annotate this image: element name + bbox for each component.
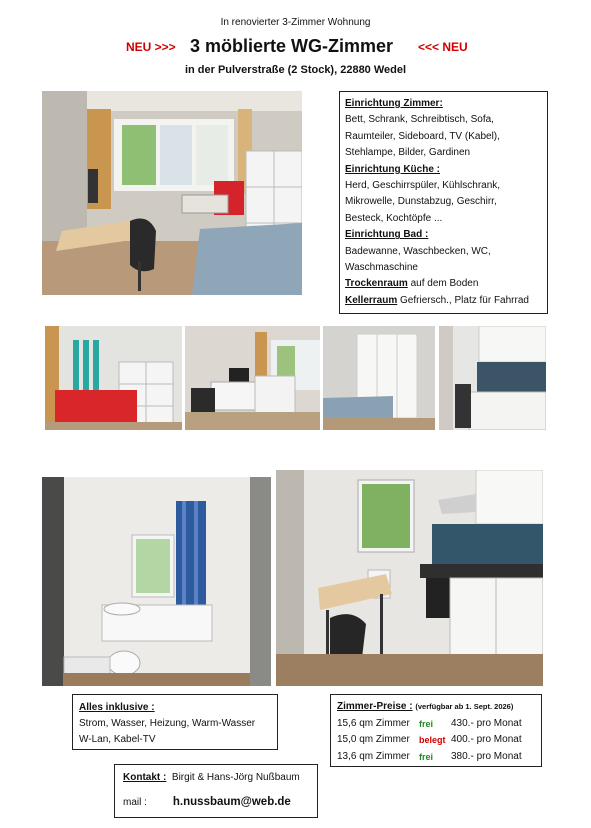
room-size: 15,0 qm Zimmer	[337, 734, 410, 745]
availability-note: (verfügbar ab 1. Sept. 2026)	[415, 702, 514, 711]
kontakt-box	[114, 764, 318, 818]
email-link[interactable]: h.nussbaum@web.de	[172, 796, 291, 808]
bad-heading: Einrichtung Bad :	[345, 229, 429, 241]
kueche-line: Herd, Geschirrspüler, Kühlschrank,	[345, 180, 501, 192]
kueche-line: Mikrowelle, Dunstabzug, Geschirr,	[345, 196, 497, 208]
trockenraum-text: auf dem Boden	[407, 278, 479, 290]
room-photo	[42, 91, 302, 295]
kellerraum-heading: Kellerraum	[345, 294, 398, 306]
room-price: 380.- pro Monat	[451, 750, 522, 762]
neu-left: NEU >>>	[126, 40, 176, 54]
wardrobe-photo	[323, 326, 435, 430]
features-box	[339, 91, 548, 314]
desk-photo	[185, 326, 320, 430]
room-status: frei	[419, 718, 434, 729]
kueche-line: Besteck, Kochtöpfe ...	[345, 212, 443, 224]
zimmer-line: Bett, Schrank, Schreibtisch, Sofa,	[345, 114, 494, 126]
page-title: 3 möblierte WG-Zimmer	[190, 36, 394, 56]
inklusive-line: W-Lan, Kabel-TV	[79, 734, 156, 745]
zimmer-heading: Einrichtung Zimmer:	[345, 98, 443, 109]
price-row	[337, 716, 535, 733]
kellerraum-line	[345, 293, 542, 309]
room-status: frei	[419, 751, 434, 762]
room-size: 15,6 qm Zimmer	[337, 717, 410, 729]
intro-text: In renovierter 3-Zimmer Wohnung	[220, 17, 371, 28]
kueche-heading: Einrichtung Küche :	[345, 163, 440, 175]
kitchen-photo-small	[439, 326, 546, 430]
bad-line: Waschmaschine	[345, 262, 418, 274]
inklusive-line: Strom, Wasser, Heizung, Warm-Wasser	[79, 718, 256, 729]
price-row	[337, 749, 535, 766]
trockenraum-heading: Trockenraum	[345, 278, 408, 290]
mail-label: mail :	[123, 797, 147, 808]
bathroom-photo	[42, 477, 271, 686]
trockenraum-line	[345, 276, 542, 292]
kitchen-photo	[276, 470, 543, 686]
kontakt-line	[123, 770, 309, 786]
room-status: belegt	[419, 735, 446, 745]
preise-box	[330, 694, 542, 767]
zimmer-line: Stehlampe, Bilder, Gardinen	[345, 147, 471, 159]
room-price: 430.- pro Monat	[451, 717, 522, 729]
zimmer-line: Raumteiler, Sideboard, TV (Kabel),	[345, 130, 500, 142]
address: in der Pulverstraße (2 Stock), 22880 Wedel	[184, 64, 407, 76]
room-price: 400.- pro Monat	[451, 734, 522, 745]
price-row	[337, 732, 535, 749]
kontakt-heading: Kontakt :	[123, 772, 167, 783]
kontakt-names: Birgit & Hans-Jörg Nußbaum	[171, 772, 300, 783]
room-size: 13,6 qm Zimmer	[337, 750, 410, 762]
neu-right: <<< NEU	[418, 40, 468, 54]
inklusive-heading: Alles inklusive :	[79, 702, 155, 713]
sofa-photo	[45, 326, 182, 430]
inklusive-box	[72, 694, 278, 750]
preise-heading: Zimmer-Preise :	[337, 701, 413, 712]
kellerraum-text: Gefriersch., Platz für Fahrrad	[397, 294, 529, 306]
bad-line: Badewanne, Waschbecken, WC,	[345, 245, 491, 257]
preise-heading-line	[337, 699, 535, 716]
mail-line	[123, 794, 309, 811]
